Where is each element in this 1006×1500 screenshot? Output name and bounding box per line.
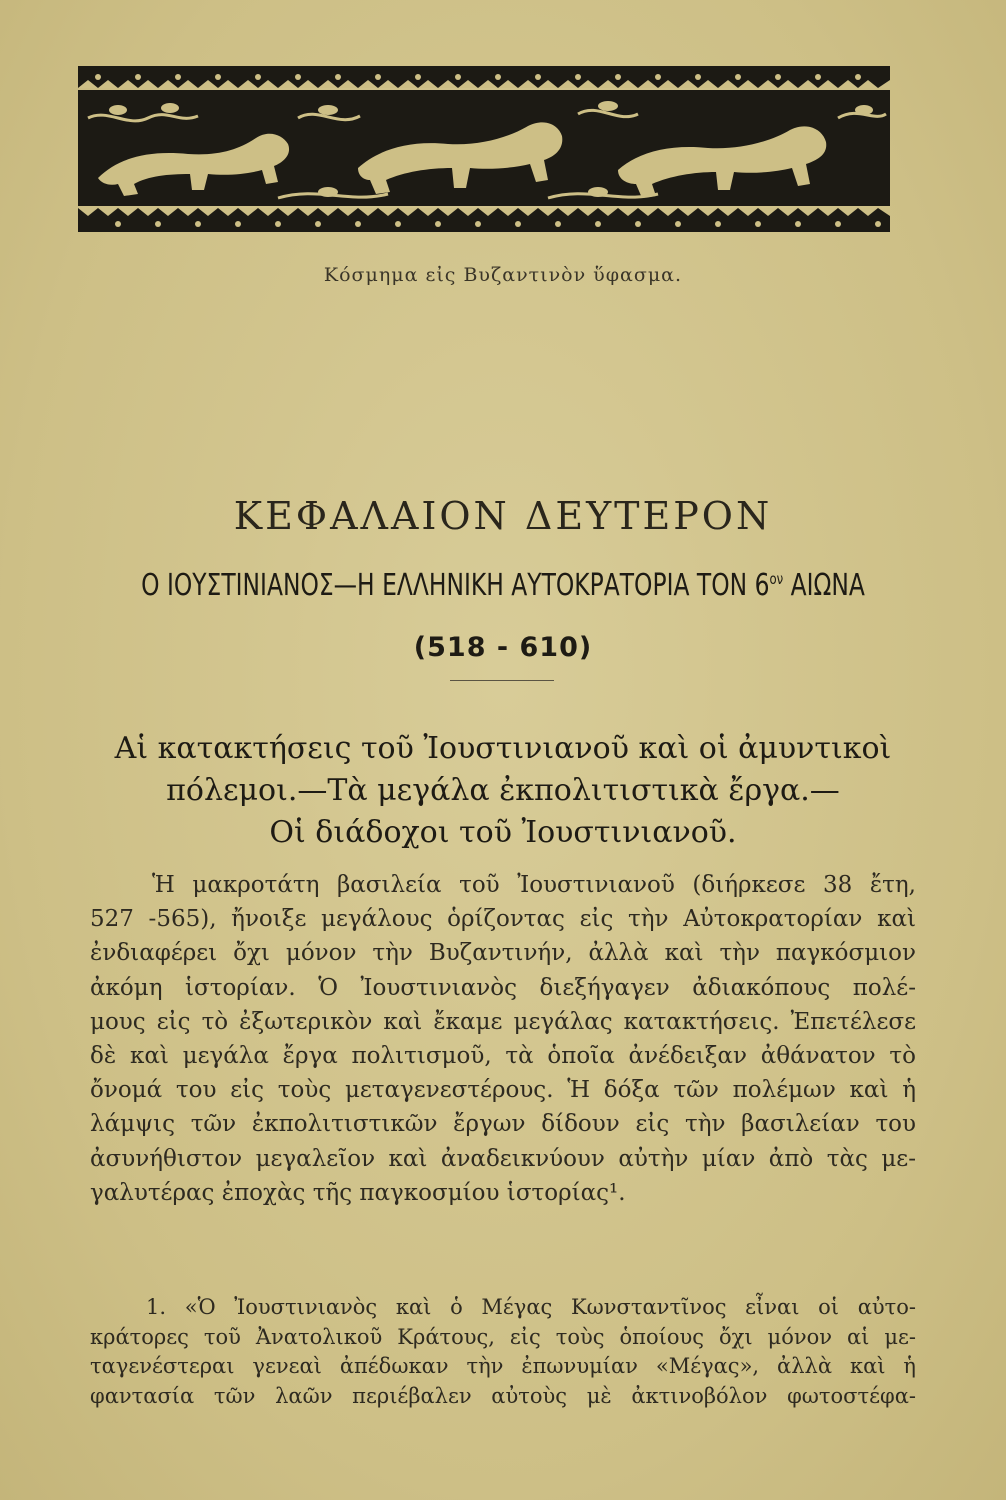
- footnote: [90, 1293, 916, 1411]
- body-line: λάμψις τῶν ἐκπολιτιστικῶν ἔργων δίδουν εἰς τὴν βασιλείαν του: [90, 1111, 916, 1138]
- chapter-years: (518 - 610): [413, 632, 593, 663]
- footnote-line: 1. «Ὁ Ἰουστινιανὸς καὶ ὁ Μέγας Κωνσταντῖνος εἶναι οἱ αὐτο-: [146, 1295, 916, 1319]
- byzantine-textile-ornament: [78, 58, 890, 240]
- body-line: γαλυτέρας ἐποχὰς τῆς παγκοσμίου ἱστορίας¹.: [90, 1179, 626, 1206]
- body-line: ἀσυνήθιστον μεγαλεῖον καὶ ἀναδεικνύουν αὐτὴν μίαν ἀπὸ τὰς με-: [90, 1145, 916, 1172]
- chapter-title-end: ΑΙΩΝΑ: [783, 568, 865, 603]
- footnote-line: ταγενέστεραι γενεαὶ ἀπέδωκαν τὴν ἐπωνυμίαν «Μέγας», ἀλλὰ καὶ ἡ: [90, 1354, 916, 1378]
- body-paragraph: [90, 868, 916, 1210]
- footnote-line: κράτορες τοῦ Ἀνατολικοῦ Κράτους, εἰς τοὺς ὁποίους ὄχι μόνον αἱ με-: [90, 1324, 916, 1349]
- body-line: δὲ καὶ μεγάλα ἔργα πολιτισμοῦ, τὰ ὁποῖα ἀνέδειξαν ἀθάνατον τὸ: [90, 1042, 916, 1069]
- chapter-subtitle: [90, 728, 916, 854]
- chapter-title: [111, 568, 896, 603]
- divider-rule: [450, 680, 554, 681]
- footnote-line: φαντασία τῶν λαῶν περιέβαλεν αὐτοὺς μὲ ἀκτινοβόλον φωτοστέφα-: [90, 1383, 916, 1408]
- chapter-title-main: Ο ΙΟΥΣΤΙΝΙΑΝΟΣ—Η ΕΛΛΗΝΙΚΗ ΑΥΤΟΚΡΑΤΟΡΙΑ ΤΟΝ 6: [141, 568, 770, 603]
- body-line: μους εἰς τὸ ἐξωτερικὸν καὶ ἔκαμε μεγάλας κατακτήσεις. Ἐπετέλεσε: [90, 1008, 916, 1035]
- body-line: ἐνδιαφέρει ὄχι μόνον τὴν Βυζαντινήν, ἀλλὰ καὶ τὴν παγκόσμιον: [90, 940, 916, 967]
- chapter-title-superscript: ον: [769, 570, 784, 588]
- body-line: 527 -565), ἤνοιξε μεγάλους ὁρίζοντας εἰς τὴν Αὐτοκρατορίαν καὶ: [90, 906, 916, 933]
- subtitle-line: Αἱ κατακτήσεις τοῦ Ἰουστινιανοῦ καὶ οἱ ἀμυντικοὶ: [114, 731, 892, 766]
- body-line: ὄνομά του εἰς τοὺς μεταγενεστέρους. Ἡ δόξα τῶν πολέμων καὶ ἡ: [90, 1077, 916, 1104]
- ornament-illustration: [78, 58, 890, 240]
- body-line: ἀκόμη ἱστορίαν. Ὁ Ἰουστινιανὸς διεξήγαγεν ἀδιακόπους πολέ-: [90, 974, 916, 1001]
- ornament-caption: Κόσμημα εἰς Βυζαντινὸν ὕφασμα.: [323, 264, 683, 286]
- subtitle-line: Οἱ διάδοχοι τοῦ Ἰουστινιανοῦ.: [269, 815, 737, 850]
- chapter-heading: ΚΕΦΑΛΑΙΟΝ ΔΕΥΤΕΡΟΝ: [233, 494, 773, 538]
- body-line: Ἡ μακροτάτη βασιλεία τοῦ Ἰουστινιανοῦ (διήρκεσε 38 ἔτη,: [152, 872, 916, 898]
- subtitle-line: πόλεμοι.—Τὰ μεγάλα ἐκπολιτιστικὰ ἔργα.—: [166, 773, 840, 808]
